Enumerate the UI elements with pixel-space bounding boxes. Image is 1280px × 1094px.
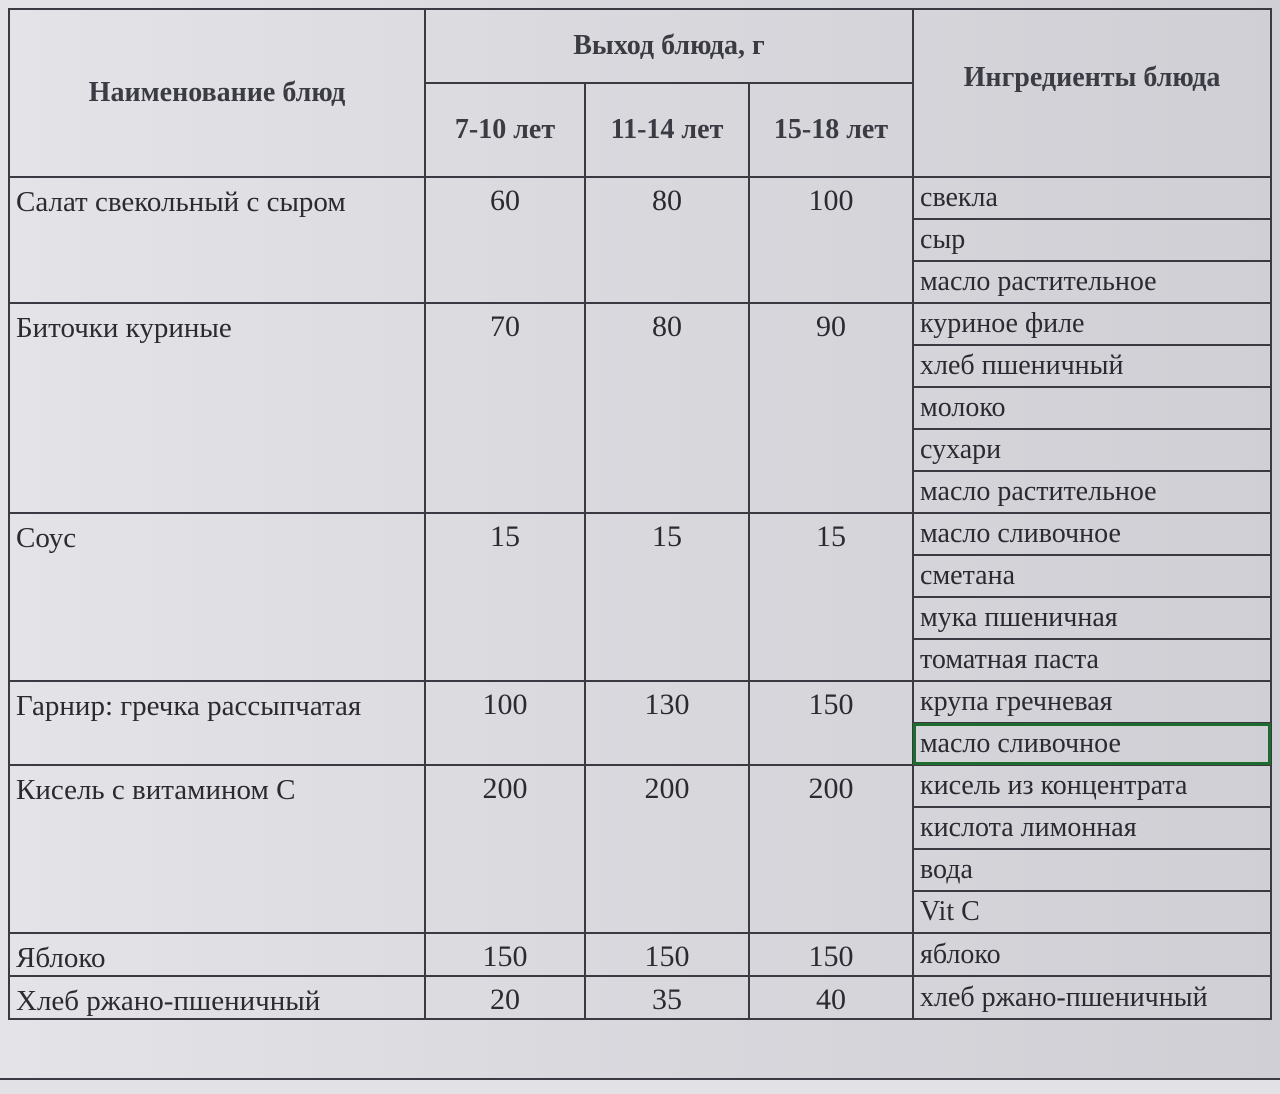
ingredient-cell[interactable]: сухари <box>913 429 1271 471</box>
yield-11-14-cell[interactable]: 80 <box>585 303 749 513</box>
ingredient-cell[interactable]: молоко <box>913 387 1271 429</box>
yield-11-14-cell[interactable]: 130 <box>585 681 749 765</box>
yield-11-14-cell[interactable]: 80 <box>585 177 749 303</box>
ingredient-cell[interactable]: сметана <box>913 555 1271 597</box>
ingredient-cell[interactable]: сыр <box>913 219 1271 261</box>
yield-7-10-cell[interactable]: 15 <box>425 513 585 681</box>
dish-name-cell[interactable]: Салат свекольный с сыром <box>9 177 425 303</box>
table-row <box>9 976 1271 1019</box>
ingredient-cell[interactable]: крупа гречневая <box>913 681 1271 723</box>
dish-name-cell[interactable]: Гарнир: гречка рассыпчатая <box>9 681 425 765</box>
header-age-7-10[interactable]: 7-10 лет <box>425 83 585 177</box>
table-row <box>9 303 1271 345</box>
selected-ingredient-cell[interactable]: масло сливочное <box>913 723 1271 765</box>
yield-11-14-cell[interactable]: 150 <box>585 933 749 976</box>
ingredient-cell[interactable]: хлеб пшеничный <box>913 345 1271 387</box>
table-row <box>9 765 1271 807</box>
ingredient-cell[interactable]: хлеб ржано-пшеничный <box>913 976 1271 1019</box>
ingredient-cell[interactable]: мука пшеничная <box>913 597 1271 639</box>
yield-7-10-cell[interactable]: 60 <box>425 177 585 303</box>
yield-11-14-cell[interactable]: 35 <box>585 976 749 1019</box>
dish-name-cell[interactable]: Яблоко <box>9 933 425 976</box>
ingredient-cell[interactable]: томатная паста <box>913 639 1271 681</box>
yield-15-18-cell[interactable]: 150 <box>749 681 913 765</box>
ingredient-cell[interactable]: свекла <box>913 177 1271 219</box>
header-age-15-18[interactable]: 15-18 лет <box>749 83 913 177</box>
yield-15-18-cell[interactable]: 100 <box>749 177 913 303</box>
ingredient-cell[interactable]: масло сливочное <box>913 513 1271 555</box>
menu-table <box>8 8 1272 1020</box>
header-age-11-14[interactable]: 11-14 лет <box>585 83 749 177</box>
yield-11-14-cell[interactable]: 15 <box>585 513 749 681</box>
ingredient-cell[interactable]: вода <box>913 849 1271 891</box>
yield-7-10-cell[interactable]: 100 <box>425 681 585 765</box>
yield-15-18-cell[interactable]: 200 <box>749 765 913 933</box>
yield-15-18-cell[interactable]: 150 <box>749 933 913 976</box>
ingredient-cell[interactable]: масло растительное <box>913 471 1271 513</box>
yield-7-10-cell[interactable]: 70 <box>425 303 585 513</box>
table-row <box>9 933 1271 976</box>
yield-11-14-cell[interactable]: 200 <box>585 765 749 933</box>
yield-15-18-cell[interactable]: 40 <box>749 976 913 1019</box>
table-row <box>9 513 1271 555</box>
table-row <box>9 681 1271 723</box>
dish-name-cell[interactable]: Хлеб ржано-пшеничный <box>9 976 425 1019</box>
ingredient-cell[interactable]: Vit C <box>913 891 1271 933</box>
ingredient-cell[interactable]: кисель из концентрата <box>913 765 1271 807</box>
dish-name-cell[interactable]: Кисель с витамином С <box>9 765 425 933</box>
header-yield[interactable]: Выход блюда, г <box>425 9 913 83</box>
table-row <box>9 177 1271 219</box>
ingredient-cell[interactable]: яблоко <box>913 933 1271 976</box>
yield-7-10-cell[interactable]: 200 <box>425 765 585 933</box>
yield-7-10-cell[interactable]: 20 <box>425 976 585 1019</box>
header-dish-name[interactable]: Наименование блюд <box>9 9 425 177</box>
yield-7-10-cell[interactable]: 150 <box>425 933 585 976</box>
header-ingredients[interactable]: Ингредиенты блюда <box>913 9 1271 177</box>
ingredient-cell[interactable]: масло растительное <box>913 261 1271 303</box>
yield-15-18-cell[interactable]: 15 <box>749 513 913 681</box>
yield-15-18-cell[interactable]: 90 <box>749 303 913 513</box>
ingredient-cell[interactable]: куриное филе <box>913 303 1271 345</box>
dish-name-cell[interactable]: Биточки куриные <box>9 303 425 513</box>
ingredient-cell[interactable]: кислота лимонная <box>913 807 1271 849</box>
dish-name-cell[interactable]: Соус <box>9 513 425 681</box>
